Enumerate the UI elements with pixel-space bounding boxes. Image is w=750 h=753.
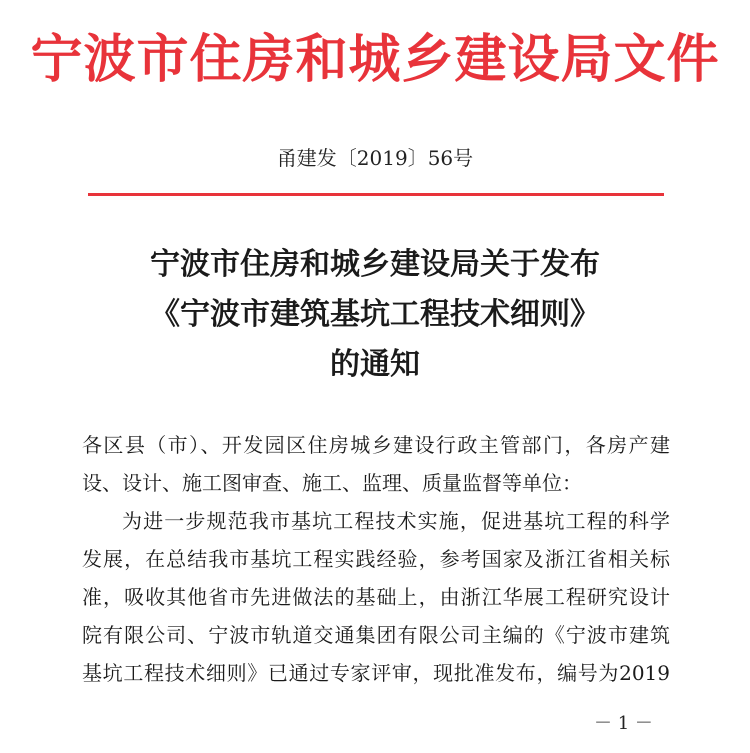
paragraph-line-2: 发展，在总结我市基坑工程实践经验，参考国家及浙江省相关标 (82, 547, 670, 571)
document-title (0, 240, 750, 390)
paragraph-line-3: 准，吸收其他省市先进做法的基础上，由浙江华展工程研究设计 (82, 585, 670, 609)
page-number: － 1 － (594, 713, 653, 734)
document-number: 甬建发〔2019〕56号 (276, 146, 474, 170)
paragraph-line-1: 为进一步规范我市基坑工程技术实施，促进基坑工程的科学 (122, 509, 670, 533)
paragraph-line-4: 院有限公司、宁波市轨道交通集团有限公司主编的《宁波市建筑 (82, 623, 670, 647)
addressee-line-1: 各区县（市）、开发园区住房城乡建设行政主管部门，各房产建 (82, 433, 670, 457)
addressee-line-2: 设、设计、施工图审查、施工、监理、质量监督等单位： (82, 471, 582, 495)
title-line-2: 《宁波市建筑基坑工程技术细则》 (150, 297, 600, 332)
document-body (82, 426, 670, 692)
title-line-1: 宁波市住房和城乡建设局关于发布 (150, 247, 600, 282)
paragraph-line-5: 基坑工程技术细则》已通过专家评审，现批准发布，编号为2019 (82, 661, 670, 685)
issuing-authority-header: 宁波市住房和城乡建设局文件 (30, 29, 720, 90)
title-line-3: 的通知 (330, 347, 420, 382)
red-separator-line (88, 193, 664, 196)
